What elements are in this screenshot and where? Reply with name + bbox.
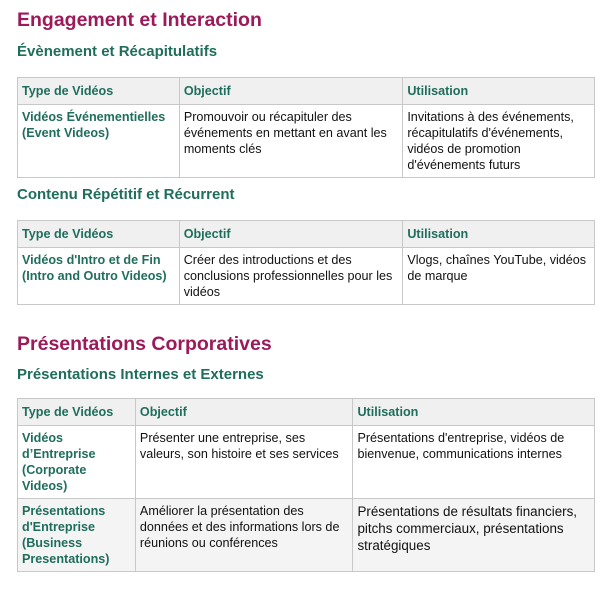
table-header-row xyxy=(18,78,595,105)
header-objectif: Objectif xyxy=(179,221,403,248)
table-row xyxy=(18,105,595,178)
table-header-row xyxy=(18,399,595,426)
cell-objectif: Créer des introductions et des conclusions professionnelles pour les vidéos xyxy=(179,248,403,305)
table-contenu xyxy=(17,220,595,305)
table-evenement xyxy=(17,77,595,178)
cell-utilisation: Présentations de résultats financiers, pitchs commerciaux, présentations stratégiques xyxy=(353,499,595,572)
table-row xyxy=(18,248,595,305)
cell-objectif: Présenter une entreprise, ses valeurs, son histoire et ses services xyxy=(135,426,353,499)
header-utilisation: Utilisation xyxy=(403,221,595,248)
cell-utilisation: Vlogs, chaînes YouTube, vidéos de marque xyxy=(403,248,595,305)
cell-utilisation: Présentations d'entreprise, vidéos de bienvenue, communications internes xyxy=(353,426,595,499)
header-type: Type de Vidéos xyxy=(18,399,136,426)
section-title-engagement: Engagement et Interaction xyxy=(17,9,262,31)
cell-objectif: Promouvoir ou récapituler des événements en mettant en avant les moments clés xyxy=(179,105,403,178)
subsection-title-contenu: Contenu Répétitif et Récurrent xyxy=(17,186,235,203)
cell-utilisation: Invitations à des événements, récapitulatifs d'événements, vidéos de promotion d'événements futurs xyxy=(403,105,595,178)
header-type: Type de Vidéos xyxy=(18,78,180,105)
header-type: Type de Vidéos xyxy=(18,221,180,248)
table-row xyxy=(18,426,595,499)
subsection-title-evenement: Évènement et Récapitulatifs xyxy=(17,43,218,60)
cell-objectif: Améliorer la présentation des données et des informations lors de réunions ou conférences xyxy=(135,499,353,572)
cell-type: Vidéos d'Intro et de Fin (Intro and Outro Videos) xyxy=(18,248,180,305)
cell-type: Présentations d'Entreprise (Business Presentations) xyxy=(18,499,136,572)
cell-type: Vidéos d’Entreprise (Corporate Videos) xyxy=(18,426,136,499)
header-utilisation: Utilisation xyxy=(403,78,595,105)
header-objectif: Objectif xyxy=(135,399,353,426)
table-presentations xyxy=(17,398,595,572)
cell-type: Vidéos Événementielles (Event Videos) xyxy=(18,105,180,178)
table-header-row xyxy=(18,221,595,248)
table-row xyxy=(18,499,595,572)
subsection-title-presentations-internes: Présentations Internes et Externes xyxy=(17,366,264,383)
header-objectif: Objectif xyxy=(179,78,403,105)
section-title-presentations: Présentations Corporatives xyxy=(17,333,272,355)
header-utilisation: Utilisation xyxy=(353,399,595,426)
